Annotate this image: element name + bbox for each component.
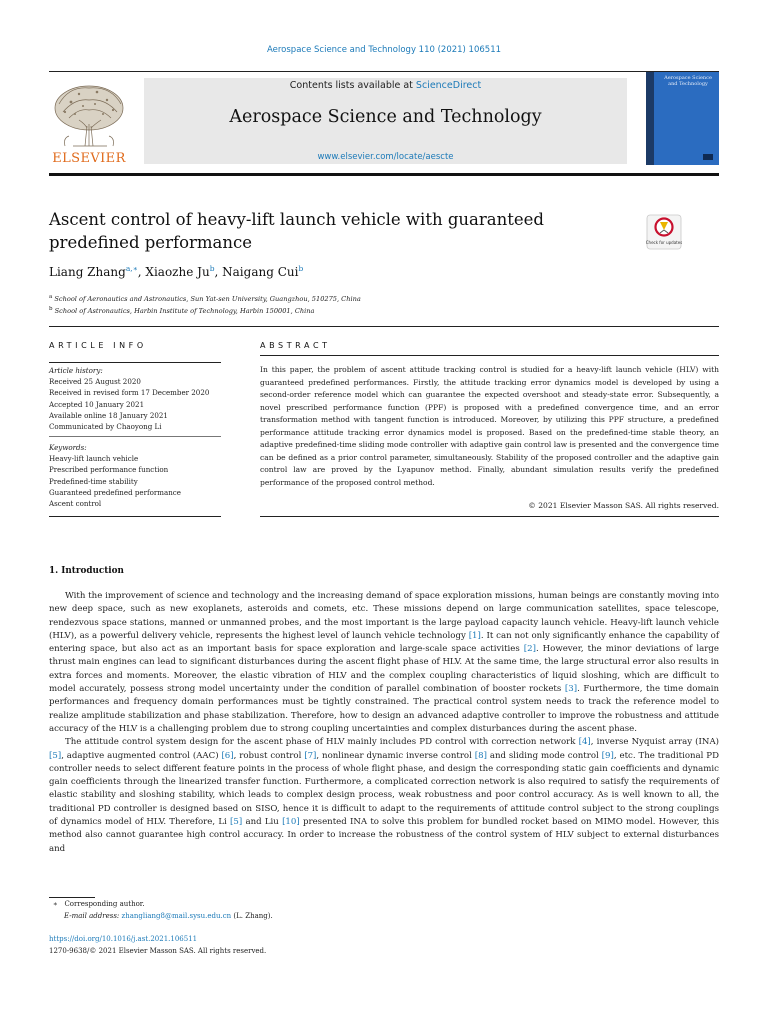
keywords xyxy=(49,442,221,509)
abstract-heading: ABSTRACT xyxy=(260,341,331,350)
paragraph-text: and sliding mode control xyxy=(486,750,602,761)
article-history xyxy=(49,365,221,432)
reference-link[interactable]: [1] xyxy=(468,630,481,641)
author-affiliation-marker[interactable]: b xyxy=(298,264,304,273)
reference-link[interactable]: [5] xyxy=(230,817,243,828)
header-divider xyxy=(49,326,719,327)
cover-title: Aerospace Science and Technology xyxy=(664,75,712,87)
abstract-bottom-rule xyxy=(260,516,719,517)
paragraph-text: , nonlinear dynamic inverse control xyxy=(316,750,475,761)
journal-url-link[interactable]: www.elsevier.com/locate/aescte xyxy=(317,152,454,162)
author-affiliation-marker[interactable]: a,∗ xyxy=(125,264,138,273)
affiliation-marker: b xyxy=(49,306,53,313)
footnote-corresponding xyxy=(49,898,273,922)
affiliations xyxy=(49,292,361,316)
paragraph-text: . Furthermore, the time domain performances and frequency domain performances must be tightly constrained. The practical control system needs to track the reference model to realize amplitude stabilization and phase stabilization. Therefore, how to design an advanced adaptive controller to improve the robustness and attitude accuracy of the HLV is a challenging problem due to strong coupling uncertainties and complex disturbances during the ascent phase. xyxy=(49,684,719,734)
doi-block xyxy=(49,933,266,957)
history-item: Accepted 10 January 2021 xyxy=(49,399,145,409)
affiliation-text: School of Aeronautics and Astronautics, Sun Yat-sen University, Guangzhou, 510275, China xyxy=(54,295,361,304)
reference-link[interactable]: [10] xyxy=(282,817,300,828)
affiliation-item xyxy=(49,292,361,304)
contents-prefix: Contents lists available at xyxy=(289,80,416,91)
author-name: Naigang Cui xyxy=(222,265,299,279)
journal-title: Aerospace Science and Technology xyxy=(229,107,542,127)
introduction-body xyxy=(49,590,719,856)
banner-top-rule xyxy=(49,71,719,72)
history-item: Communicated by Chaoyong Li xyxy=(49,422,162,432)
paragraph-text: The attitude control system design for the ascent phase of HLV mainly includes PD control with correction network xyxy=(65,737,579,748)
paragraph-text: , inverse Nyquist array (INA) xyxy=(590,737,720,748)
paragraph-text: , adaptive augmented control (AAC) xyxy=(61,750,222,761)
body-paragraph xyxy=(49,590,719,736)
reference-link[interactable]: [6] xyxy=(221,750,234,761)
article-info-heading: ARTICLE INFO xyxy=(49,341,147,350)
article-history-heading: Article history: xyxy=(49,366,103,375)
keyword-item: Predefined-time stability xyxy=(49,476,138,486)
paragraph-text: With the improvement of science and technology and the increasing demand of space exploration missions, human beings are constantly moving into new deep space, such as new exoplanets, asteroids and comets, etc. These missions depend on large communication satellites, space telescope, rendezvous space stations, manned or unmanned probes, and the most important is the large payload capacity launch vehicle. Heavy-lift launch vehicle (HLV), as a powerful delivery vehicle, represents the highest level of launch vehicle technology xyxy=(49,591,719,641)
article-info-bottom-rule xyxy=(49,516,221,517)
paragraph-text: presented INA to solve this problem for bundled rocket based on MIMO model. However, this method also cannot guarantee high control accuracy. In order to increase the robustness of the control system of HLV subject to external disturbances and xyxy=(49,817,719,854)
sciencedirect-link[interactable]: ScienceDirect xyxy=(415,80,482,91)
abstract-copyright: © 2021 Elsevier Masson SAS. All rights reserved. xyxy=(528,501,719,510)
author-affiliation-marker[interactable]: b xyxy=(209,264,215,273)
keyword-item: Prescribed performance function xyxy=(49,465,169,475)
paragraph-text: . However, the minor deviations of large thrust main engines can lead to significant disturbances during the ascent flight phase of HLV. At the same time, the large structural error also results in extra forces and moments. Moreover, the elastic vibration of HLV and the complex coupling characteristics of liquid sloshing, which are difficult to model accurately, possess strong model uncertainty under the condition of parallel combination of booster rockets xyxy=(49,644,719,695)
reference-link[interactable]: [2] xyxy=(523,644,536,655)
paragraph-text: , robust control xyxy=(233,750,305,761)
paragraph-text: and Liu xyxy=(242,817,283,828)
journal-citation-link[interactable]: Aerospace Science and Technology 110 (2021) 106511 xyxy=(266,45,502,55)
author-name: Liang Zhang xyxy=(49,265,126,279)
author-separator: , xyxy=(137,265,146,279)
reference-link[interactable]: [8] xyxy=(474,750,487,761)
abstract-rule xyxy=(260,355,719,356)
history-item: Received in revised form 17 December 2020 xyxy=(49,388,210,398)
issn-copyright: 1270-9638/© 2021 Elsevier Masson SAS. All rights reserved. xyxy=(49,947,267,955)
email-suffix: (L. Zhang). xyxy=(231,912,273,920)
doi-link[interactable]: https://doi.org/10.1016/j.ast.2021.106511 xyxy=(49,935,198,943)
crossmark-label: Check for updates xyxy=(646,240,682,245)
elsevier-wordmark: ELSEVIER xyxy=(52,151,126,166)
reference-link[interactable]: [4] xyxy=(578,737,591,748)
reference-link[interactable]: [7] xyxy=(304,750,317,761)
reference-link[interactable]: [5] xyxy=(49,750,62,761)
journal-cover-thumbnail xyxy=(646,72,719,165)
keyword-item: Guaranteed predefined performance xyxy=(49,487,181,497)
check-for-updates-icon[interactable] xyxy=(646,214,682,250)
keyword-item: Heavy-lift launch vehicle xyxy=(49,454,139,464)
body-paragraph xyxy=(49,736,719,856)
author-list xyxy=(49,264,303,279)
paragraph-text: . It can not only significantly enhance the capability of entering space, but also act as an important basis for space exploration and large-scale space activities xyxy=(49,630,719,655)
abstract-text: In this paper, the problem of ascent attitude tracking control is studied for a heavy-lift launch vehicle (HLV) with guaranteed predefined performances. Firstly, the attitude tracking error dynamics model is developed by using a second-order reference model which can guarantee the expected overshoot and steady-state error. Subsequently, a novel prescribed performance function (PPF) is proposed with a predefined convergence time, and an error transformation method with tangent function is introduced. Moreover, by utilizing this PPF structure, a predefined performance attitude tracking error dynamics model is proposed. Based on the predefined-time stable theory, an adaptive predefined-time sliding mode controller with adaptive gain control law is presented and the convergence time can be defined as a prior control parameter, simultaneously. Stability of the proposed controller and the adaptive gain control law are proved by the Lyapunov method. Finally, abundant simulation results verify the predefined performance of the proposed control method. xyxy=(260,365,719,487)
keywords-heading: Keywords: xyxy=(49,443,87,452)
affiliation-marker: a xyxy=(49,294,53,300)
email-link[interactable]: zhangliang8@mail.sysu.edu.cn xyxy=(121,912,232,920)
contents-available-line xyxy=(144,80,627,91)
author-name: Xiaozhe Ju xyxy=(145,265,210,279)
cover-spine xyxy=(646,72,654,165)
section-heading-introduction: 1. Introduction xyxy=(49,566,124,576)
banner-bottom-rule xyxy=(49,173,719,176)
reference-link[interactable]: [9] xyxy=(601,750,614,761)
reference-link[interactable]: [3] xyxy=(564,684,578,695)
footnote-star: ∗ xyxy=(53,900,58,908)
paragraph-text: , etc. The traditional PD controller needs to select different feature points in the process of whole flight phase, and design the corresponding static gain coefficients and dynamic gain coefficients through the linearized transfer function. Furthermore, a complicated correction network is also required to satisfy the requirements of elastic stability and sloshing stability, which leads to complex design process, weak robustness and poor control accuracy. As is well known to all, the traditional PD controller is designed based on SISO, hence it is difficult to adapt to the requirements of attitude control subject to the strong couplings of dynamics model of HLV. Therefore, Li xyxy=(49,750,719,828)
history-item: Available online 18 January 2021 xyxy=(49,410,168,420)
email-label: E-mail address: xyxy=(64,912,120,920)
author-separator: , xyxy=(214,265,223,279)
article-info-rule xyxy=(49,362,221,363)
keywords-rule xyxy=(49,436,221,437)
history-item: Received 25 August 2020 xyxy=(49,377,141,387)
keyword-item: Ascent control xyxy=(49,499,102,509)
affiliation-text: School of Astronautics, Harbin Institute of Technology, Harbin 150001, China xyxy=(54,307,315,316)
cover-mark xyxy=(703,154,713,160)
corresponding-author-note: Corresponding author. xyxy=(64,900,145,908)
affiliation-item xyxy=(49,304,361,316)
article-title: Ascent control of heavy-lift launch vehicle with guaranteed predefined performance xyxy=(49,210,544,252)
